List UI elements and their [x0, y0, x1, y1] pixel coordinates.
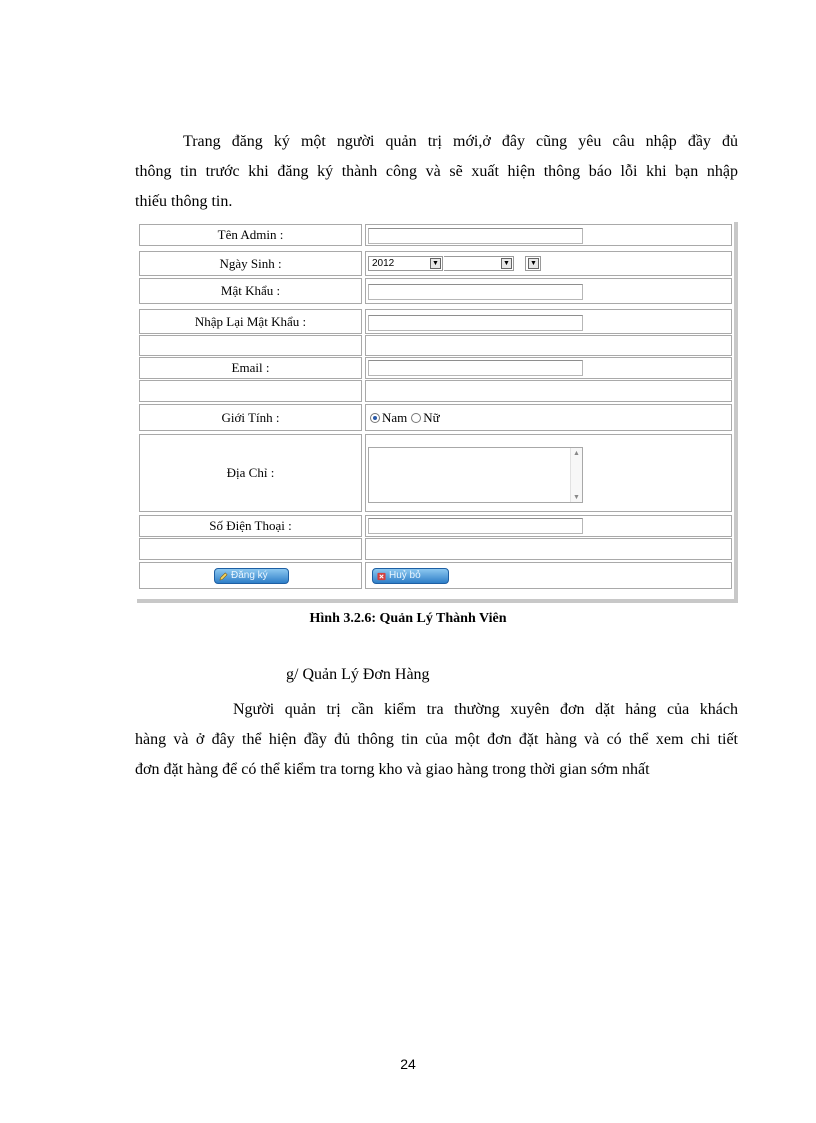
orders-paragraph: [135, 695, 738, 785]
pencil-icon: [219, 572, 228, 581]
scroll-up-icon: ▲: [573, 449, 580, 457]
birthday-label: Ngày Sinh :: [219, 255, 282, 271]
form-row-email: [139, 357, 732, 379]
chevron-down-icon: ▼: [528, 258, 539, 269]
page-number: 24: [400, 1056, 416, 1072]
gender-female-label: Nữ: [423, 409, 440, 425]
birthday-year-value: 2012: [372, 258, 395, 269]
phone-label: Số Điện Thoại :: [209, 518, 292, 533]
orders-line-3: đơn đặt hàng để có thể kiểm tra torng kho và giao hàng trong thời gian sớm nhất: [135, 761, 650, 778]
email-label: Email :: [231, 360, 270, 375]
gender-radio-group: [370, 410, 440, 426]
orders-line-1: Người quản trị cần kiểm tra thường xuyên đơn dặt hảng của khách: [233, 701, 738, 718]
intro-line-3: thiếu thông tin.: [135, 193, 233, 210]
address-label: Địa Chỉ :: [226, 465, 275, 480]
gender-female-radio[interactable]: [411, 413, 421, 423]
form-row-phone: [139, 515, 732, 537]
cancel-button[interactable]: [372, 568, 449, 584]
gender-male-label: Nam: [382, 409, 408, 425]
form-row-buttons: [139, 562, 732, 589]
form-row-spacer-3: [139, 538, 732, 560]
scroll-down-icon: ▼: [573, 493, 580, 501]
form-row-spacer-1: [139, 335, 732, 356]
form-row-spacer-2: [139, 380, 732, 402]
password-input[interactable]: [368, 284, 583, 300]
birthday-year-select[interactable]: [368, 256, 443, 271]
confirm-password-label: Nhập Lại Mật Khẩu :: [194, 313, 307, 329]
birthday-month-select[interactable]: [444, 256, 514, 271]
intro-line-1: Trang đăng ký một người quản trị mới,ở đây cũng yêu câu nhập đầy đủ: [183, 133, 738, 150]
address-textarea[interactable]: [368, 447, 583, 503]
form-row-gender: [139, 404, 732, 431]
admin-name-label: Tên Admin :: [217, 227, 284, 242]
confirm-password-input[interactable]: [368, 315, 583, 331]
chevron-down-icon: ▼: [430, 258, 441, 269]
birthday-day-select[interactable]: [525, 256, 541, 271]
intro-line-2: thông tin trước khi đăng ký thành công và sẽ xuất hiện thông báo lỗi khi bạn nhập: [135, 163, 738, 180]
register-button[interactable]: [214, 568, 289, 584]
chevron-down-icon: ▼: [501, 258, 512, 269]
admin-registration-form-figure: [137, 222, 738, 603]
form-row-confirm-password: [139, 309, 732, 334]
orders-line-2: hàng và ở đây thể hiện đầy đủ thông tin của một đơn đặt hàng và có thể xem chi tiết: [135, 731, 738, 748]
form-row-admin: [139, 224, 732, 246]
form-row-address: [139, 434, 732, 512]
form-row-password: [139, 278, 732, 304]
intro-paragraph: [135, 127, 738, 217]
gender-male-radio[interactable]: [370, 413, 380, 423]
form-row-birthday: [139, 251, 732, 276]
figure-caption: Hình 3.2.6: Quản Lý Thành Viên: [309, 611, 507, 626]
phone-input[interactable]: [368, 518, 583, 534]
email-input[interactable]: [368, 360, 583, 376]
password-label: Mật Khẩu :: [220, 283, 281, 298]
textarea-scrollbar[interactable]: [570, 448, 582, 502]
gender-label: Giới Tính :: [221, 409, 280, 425]
register-button-label: Đăng ký: [231, 570, 268, 581]
admin-name-input[interactable]: [368, 228, 583, 244]
cancel-button-label: Huỷ bỏ: [389, 570, 421, 581]
cancel-icon: [377, 572, 386, 581]
section-heading: g/ Quản Lý Đơn Hàng: [286, 666, 430, 683]
